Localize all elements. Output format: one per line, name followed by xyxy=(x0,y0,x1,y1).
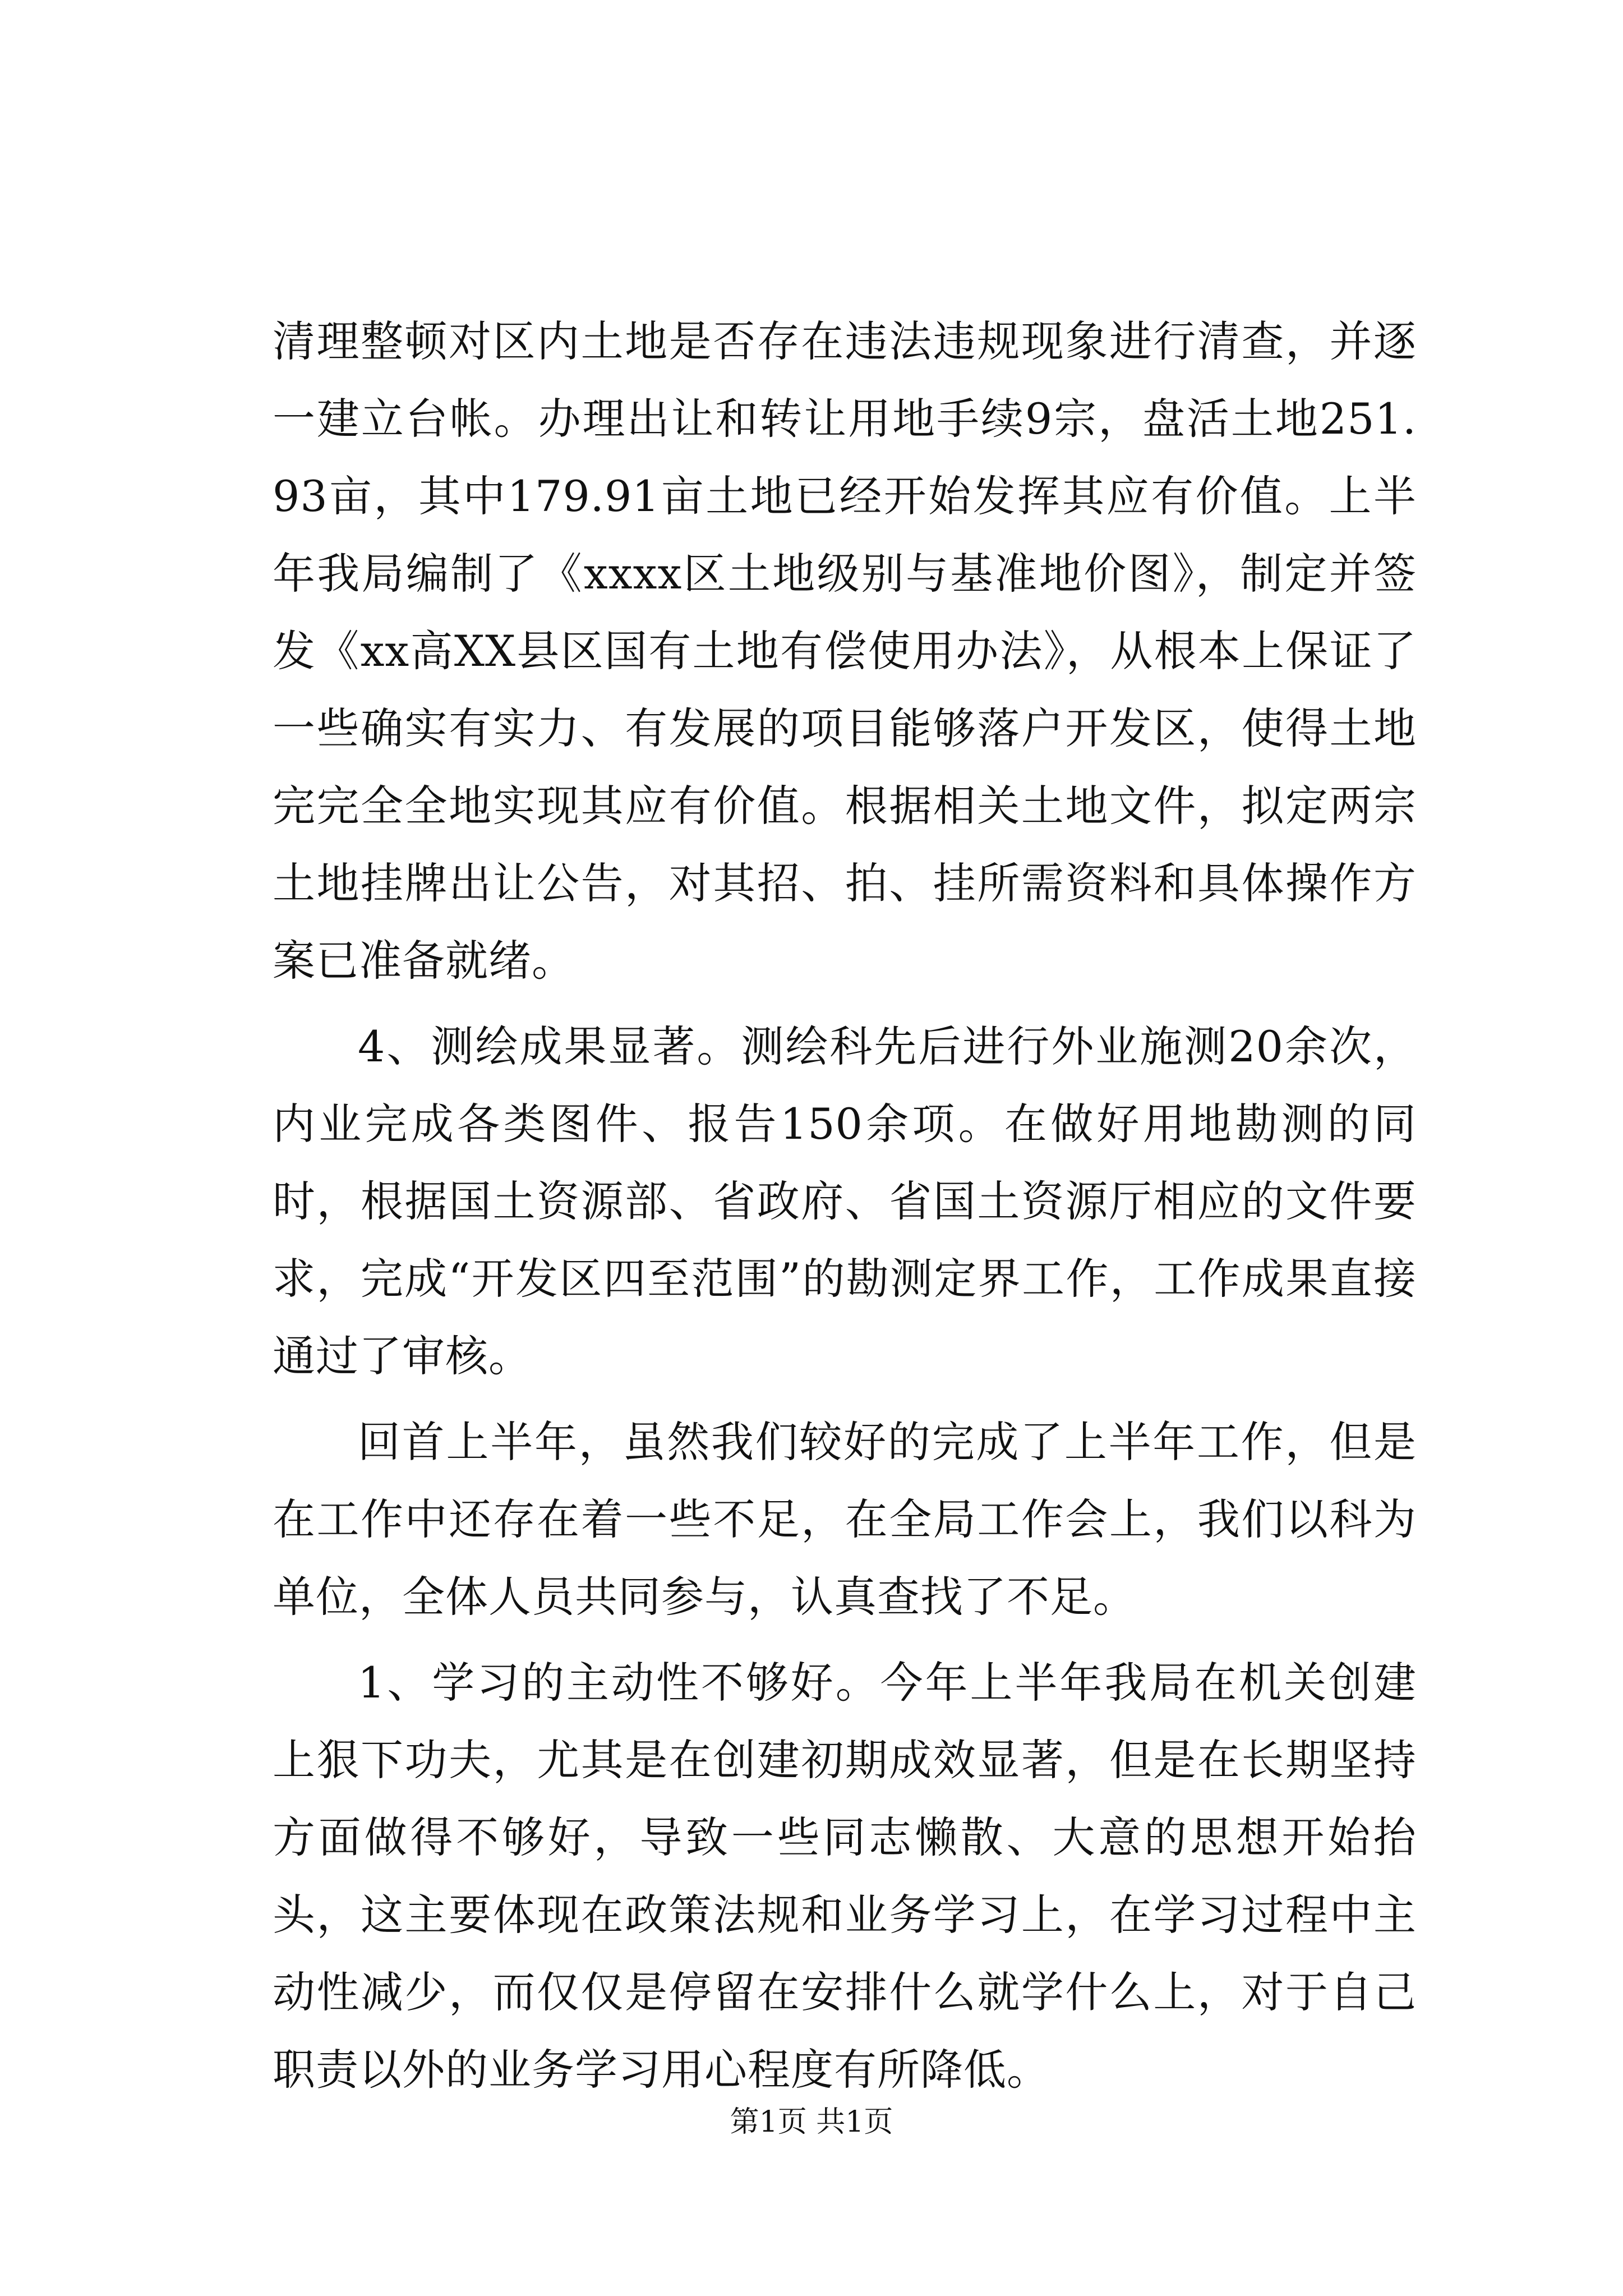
document-body xyxy=(273,303,1417,2117)
paragraph-2: 4、测绘成果显著。测绘科先后进行外业施测20余次，内业完成各类图件、报告150余项。在做好用地勘测的同时，根据国土资源部、省政府、省国土资源厅相应的文件要求，完成“开发区四至范围”的勘测定界工作，工作成果直接通过了审核。 xyxy=(273,1022,1417,1381)
paragraph-4: 1、学习的主动性不够好。今年上半年我局在机关创建上狠下功夫，尤其是在创建初期成效显著，但是在长期坚持方面做得不够好，导致一些同志懒散、大意的思想开始抬头，这主要体现在政策法规和业务学习上，在学习过程中主动性减少，而仅仅是停留在安排什么就学什么上，对于自己职责以外的业务学习用心程度有所降低。 xyxy=(273,1658,1417,2095)
paragraph-3: 回首上半年，虽然我们较好的完成了上半年工作，但是在工作中还存在着一些不足，在全局工作会上，我们以科为单位，全体人员共同参与，认真查找了不足。 xyxy=(273,1417,1417,1622)
page-footer: 第1页 共1页 xyxy=(730,2105,893,2139)
paragraph-1: 清理整顿对区内土地是否存在违法违规现象进行清查，并逐一建立台帐。办理出让和转让用地手续9宗，盘活土地251.93亩，其中179.91亩土地已经开始发挥其应有价值。上半年我局编制了《xxxx区土地级别与基准地价图》，制定并签发《xx高XX县区国有土地有偿使用办法》，从根本上保证了一些确实有实力、有发展的项目能够落户开发区，使得土地完完全全地实现其应有价值。根据相关土地文件，拟定两宗土地挂牌出让公告，对其招、拍、挂所需资料和具体操作方案已准备就绪。 xyxy=(273,316,1417,986)
